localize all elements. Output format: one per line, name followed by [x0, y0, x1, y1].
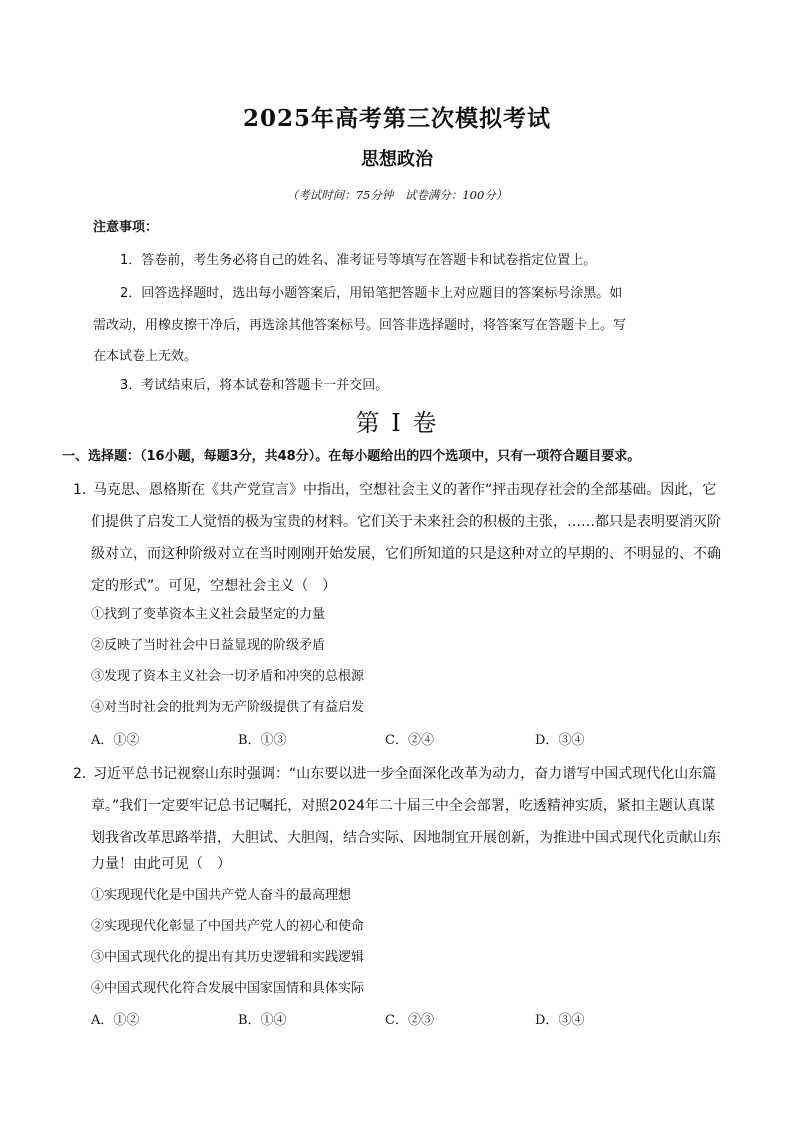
subject-title: 思想政治 [361, 149, 433, 170]
statement-2: ②反映了当时社会中日益显现的阶级矛盾 [91, 638, 326, 653]
statement-3: ③中国式现代化的提出有其历史逻辑和实践逻辑 [91, 950, 365, 965]
notice-item-2-line-3: 在本试卷上无效。 [93, 349, 198, 364]
question-text-line: 级对立，而这种阶级对立在当时刚刚开始发展，它们所知道的只是这种对立的早期的、不明显的、不确 [91, 546, 721, 562]
choice-c: C．②④ [385, 733, 434, 748]
statement-3: ③发现了资本主义社会一切矛盾和冲突的总根源 [91, 669, 365, 684]
notice-item-3: 3．考试结束后，将本试卷和答题卡一并交回。 [120, 378, 389, 393]
notice-item-2-line-1: 2．回答选择题时，选出每小题答案后，用铅笔把答题卡上对应题目的答案标号涂黑。如 [120, 286, 623, 301]
question-text-line: 划我省改革思路举措，大胆试、大胆闯，结合实际、因地制宜开展创新，为推进中国式现代化贡献山东 [91, 830, 721, 846]
choice-c: C．②③ [385, 1013, 434, 1028]
notice-heading: 注意事项： [93, 220, 159, 235]
statement-4: ④对当时社会的批判为无产阶级提供了有益启发 [91, 700, 365, 715]
question-text-line: 定的形式”。可见，空想社会主义（ ） [91, 578, 337, 594]
notice-item-2-line-2: 需改动，用橡皮擦干净后，再选涂其他答案标号。回答非选择题时，将答案写在答题卡上。写 [93, 318, 627, 333]
statement-1: ①实现现代化是中国共产党人奋斗的最高理想 [91, 888, 352, 903]
exam-title: 2025年高考第三次模拟考试 [242, 105, 551, 132]
question-text-line: 章。”我们一定要牢记总书记嘱托，对照2024年二十届三中全会部署，吃透精神实质，紧扣主题认真谋 [91, 798, 715, 814]
choice-a: A．①② [91, 733, 140, 748]
section-intro: 一、选择题：（16小题，每题3分，共48分）。在每小题给出的四个选项中，只有一项符合题目要求。 [62, 449, 641, 464]
choice-d: D．③④ [535, 733, 585, 748]
choice-b: B．①④ [238, 1013, 287, 1028]
question-text-line: 力量！由此可见（ ） [91, 856, 231, 872]
question-text-line: 马克思、恩格斯在《共产党宣言》中指出，空想社会主义的著作“抨击现存社会的全部基础。因此，它 [93, 482, 717, 498]
statement-1: ①找到了变革资本主义社会最坚定的力量 [91, 607, 326, 622]
question-number: 2． [73, 766, 96, 782]
notice-item-1: 1．答卷前，考生务必将自己的姓名、准考证号等填写在答题卡和试卷指定位置上。 [120, 253, 597, 268]
question-text-line: 习近平总书记视察山东时强调：“山东要以进一步全面深化改革为动力，奋力谱写中国式现代化山东篇 [93, 766, 717, 782]
section-title: 第 I 卷 [355, 409, 439, 437]
question-number: 1． [73, 482, 96, 498]
statement-2: ②实现现代化彰显了中国共产党人的初心和使命 [91, 919, 365, 934]
choice-a: A．①② [91, 1013, 140, 1028]
exam-info: （考试时间：75分钟 试卷满分：100分） [286, 188, 508, 202]
statement-4: ④中国式现代化符合发展中国家国情和具体实际 [91, 981, 365, 996]
choice-b: B．①③ [238, 733, 287, 748]
choice-d: D．③④ [535, 1013, 585, 1028]
question-text-line: 们提供了启发工人觉悟的极为宝贵的材料。它们关于未来社会的积极的主张，……都只是表明要消灭阶 [91, 514, 721, 530]
